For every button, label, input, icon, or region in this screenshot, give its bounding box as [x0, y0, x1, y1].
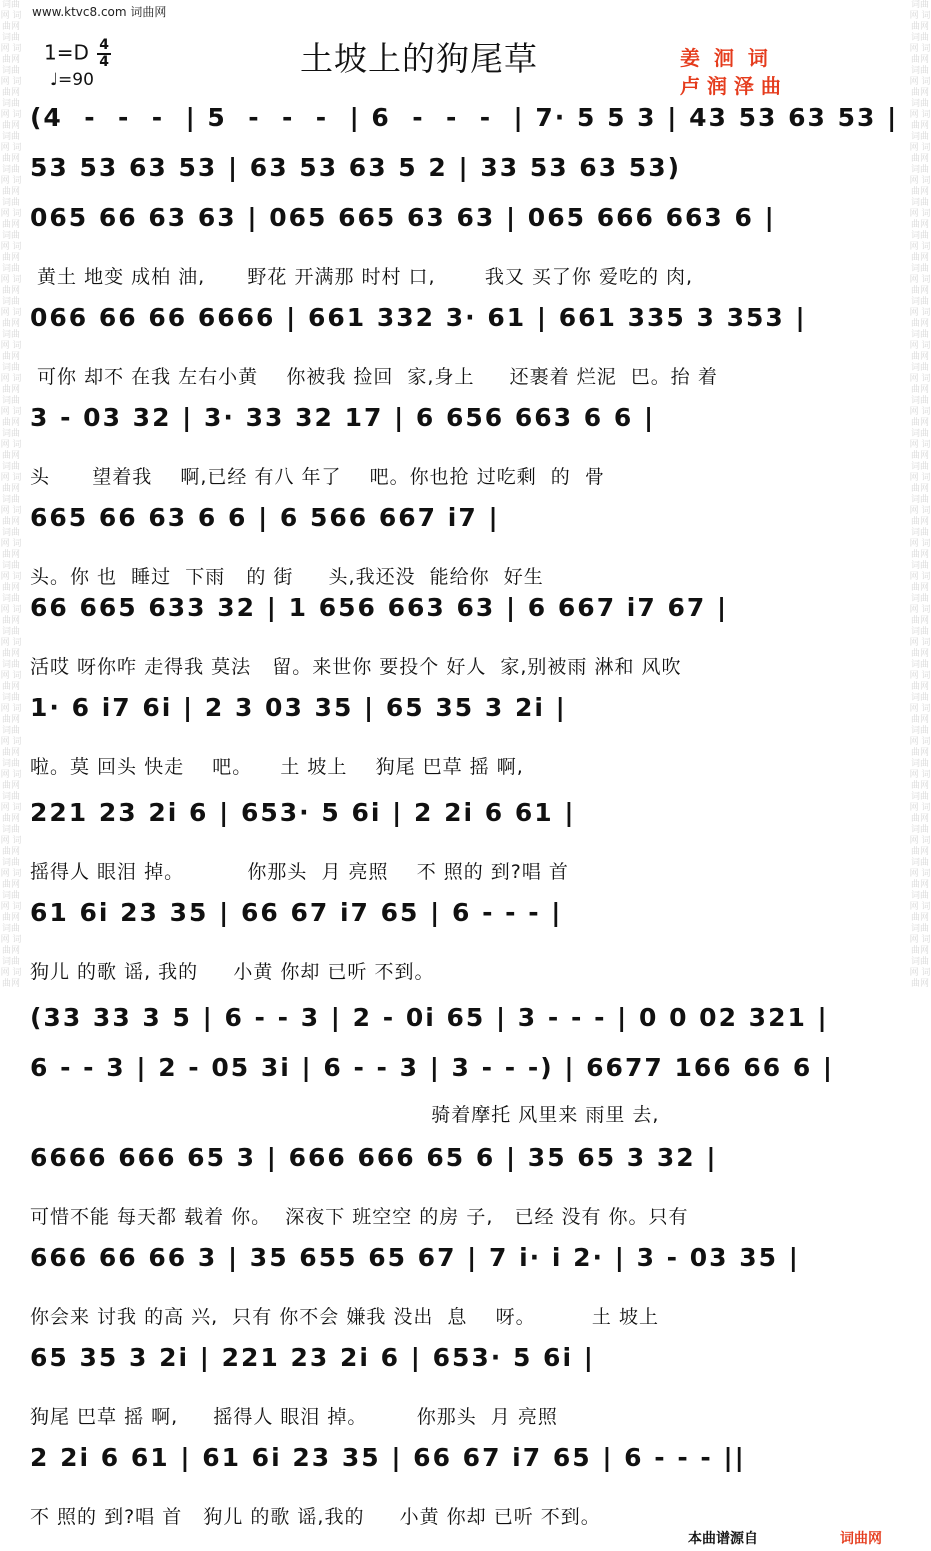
- notes-line: 6666 666 65 3 | 666 666 65 6 | 35 65 3 32 |: [30, 1143, 718, 1172]
- notes-line: (33 33 3 5 | 6 - - 3 | 2 - 0i 65 | 3 - - - | 0 0 02 321 |: [30, 1003, 829, 1032]
- site-url[interactable]: www.ktvc8.com 词曲网: [32, 5, 167, 19]
- watermark-left: 词曲网 词曲网 词曲网 词曲网 词曲网 词曲网 词曲网 词曲网 词曲网 词曲网 词曲网 词曲网 词曲网 词曲网 词曲网 词曲网 词曲网 词曲网 词曲网 词曲网 词曲网 词曲网 词曲网 词曲网 词曲网 词曲网 词曲网 词曲网 词曲网 词曲网 词曲网 词曲网 词曲网 词曲网 词曲网 词曲网 词曲网 词曲网 词曲网 词曲网 词曲网 词曲网 词曲网 词曲网 词曲网 词曲网 词曲网 词曲网 词曲网 词曲网 词曲网 词曲网 词曲网 词曲网 词曲网 词曲网 词曲网 词曲网 词曲网 词曲网: [0, 0, 22, 989]
- lyrics-line: 啦。莫 回头 快走 吧。 土 坡上 狗尾 巴草 摇 啊,: [30, 756, 524, 778]
- key-label: 1=D: [44, 40, 89, 65]
- notes-line: 1· 6 i7 6i | 2 3 03 35 | 65 35 3 2i |: [30, 693, 567, 722]
- source-note: 本曲谱源自: [685, 1528, 761, 1548]
- notes-line: 066 66 66 6666 | 661 332 3· 61 | 661 335 3 353 |: [30, 303, 807, 332]
- footer-site-link[interactable]: 词曲网: [840, 1531, 882, 1547]
- notes-line: (4 - - - | 5 - - - | 6 - - - | 7· 5 5 3 | 43 53 63 53 |: [30, 103, 899, 132]
- notes-line: 2 2i 6 61 | 61 6i 23 35 | 66 67 i7 65 | 6 - - - ||: [30, 1443, 746, 1472]
- lyrics-line: 可惜不能 每天都 载着 你。 深夜下 班空空 的房 子, 已经 没有 你。只有: [30, 1206, 689, 1228]
- notes-line: 66 665 633 32 | 1 656 663 63 | 6 667 i7 67 |: [30, 593, 729, 622]
- notes-line: 3 - 03 32 | 3· 33 32 17 | 6 656 663 6 6 |: [30, 403, 656, 432]
- notes-line: 65 35 3 2i | 221 23 2i 6 | 653· 5 6i |: [30, 1343, 595, 1372]
- time-top: 4: [99, 37, 109, 53]
- notes-line: 221 23 2i 6 | 653· 5 6i | 2 2i 6 61 |: [30, 798, 576, 827]
- lyrics-line: 摇得人 眼泪 掉。 你那头 月 亮照 不 照的 到?唱 首: [30, 861, 569, 883]
- notes-line: 53 53 63 53 | 63 53 63 5 2 | 33 53 63 53): [30, 153, 692, 182]
- composer-credit: 卢 润 泽 曲: [680, 74, 781, 98]
- lyrics-line: 头 望着我 啊,已经 有八 年了 吧。你也抢 过吃剩 的 骨: [30, 466, 605, 488]
- notes-line: 6 - - 3 | 2 - 05 3i | 6 - - 3 | 3 - - -) | 6677 166 66 6 |: [30, 1053, 835, 1082]
- watermark-right: 词曲网 词曲网 词曲网 词曲网 词曲网 词曲网 词曲网 词曲网 词曲网 词曲网 词曲网 词曲网 词曲网 词曲网 词曲网 词曲网 词曲网 词曲网 词曲网 词曲网 词曲网 词曲网 词曲网 词曲网 词曲网 词曲网 词曲网 词曲网 词曲网 词曲网 词曲网 词曲网 词曲网 词曲网 词曲网 词曲网 词曲网 词曲网 词曲网 词曲网 词曲网 词曲网 词曲网 词曲网 词曲网 词曲网 词曲网 词曲网 词曲网 词曲网 词曲网 词曲网 词曲网 词曲网 词曲网 词曲网 词曲网 词曲网 词曲网 词曲网: [909, 0, 931, 989]
- lyrics-line: 头。你 也 睡过 下雨 的 街 头,我还没 能给你 好生: [30, 566, 544, 588]
- lyricist-credit: 姜 洄 词: [680, 46, 768, 70]
- time-bottom: 4: [99, 54, 109, 70]
- lyrics-line: 活哎 呀你咋 走得我 莫法 留。来世你 要投个 好人 家,别被雨 淋和 风吹: [30, 656, 682, 678]
- lyrics-line: 不 照的 到?唱 首 狗儿 的歌 谣,我的 小黄 你却 已听 不到。: [30, 1506, 601, 1528]
- lyrics-line: 你会来 讨我 的高 兴, 只有 你不会 嫌我 没出 息 呀。 土 坡上: [30, 1306, 659, 1328]
- credits: [680, 44, 781, 100]
- lyrics-line: 黄土 地变 成柏 油, 野花 开满那 时村 口, 我又 买了你 爱吃的 肉,: [30, 266, 694, 288]
- time-signature: [97, 38, 111, 70]
- tempo-mark: ♩=90: [50, 70, 94, 90]
- notes-line: 065 66 63 63 | 065 665 63 63 | 065 666 663 6 |: [30, 203, 776, 232]
- notes-line: 666 66 66 3 | 35 655 65 67 | 7 i· i 2· | 3 - 03 35 |: [30, 1243, 800, 1272]
- key-signature: [44, 38, 111, 70]
- lyrics-line: 狗尾 巴草 摇 啊, 摇得人 眼泪 掉。 你那头 月 亮照: [30, 1406, 558, 1428]
- lyrics-line: 狗儿 的歌 谣, 我的 小黄 你却 已听 不到。: [30, 961, 435, 983]
- notes-line: 61 6i 23 35 | 66 67 i7 65 | 6 - - - |: [30, 898, 563, 927]
- lyrics-line: 骑着摩托 风里来 雨里 去,: [30, 1104, 660, 1126]
- song-title: 土坡上的狗尾草: [300, 39, 538, 78]
- notes-line: 665 66 63 6 6 | 6 566 667 i7 |: [30, 503, 500, 532]
- lyrics-line: 可你 却不 在我 左右小黄 你被我 捡回 家,身上 还裹着 烂泥 巴。抬 着: [30, 366, 718, 388]
